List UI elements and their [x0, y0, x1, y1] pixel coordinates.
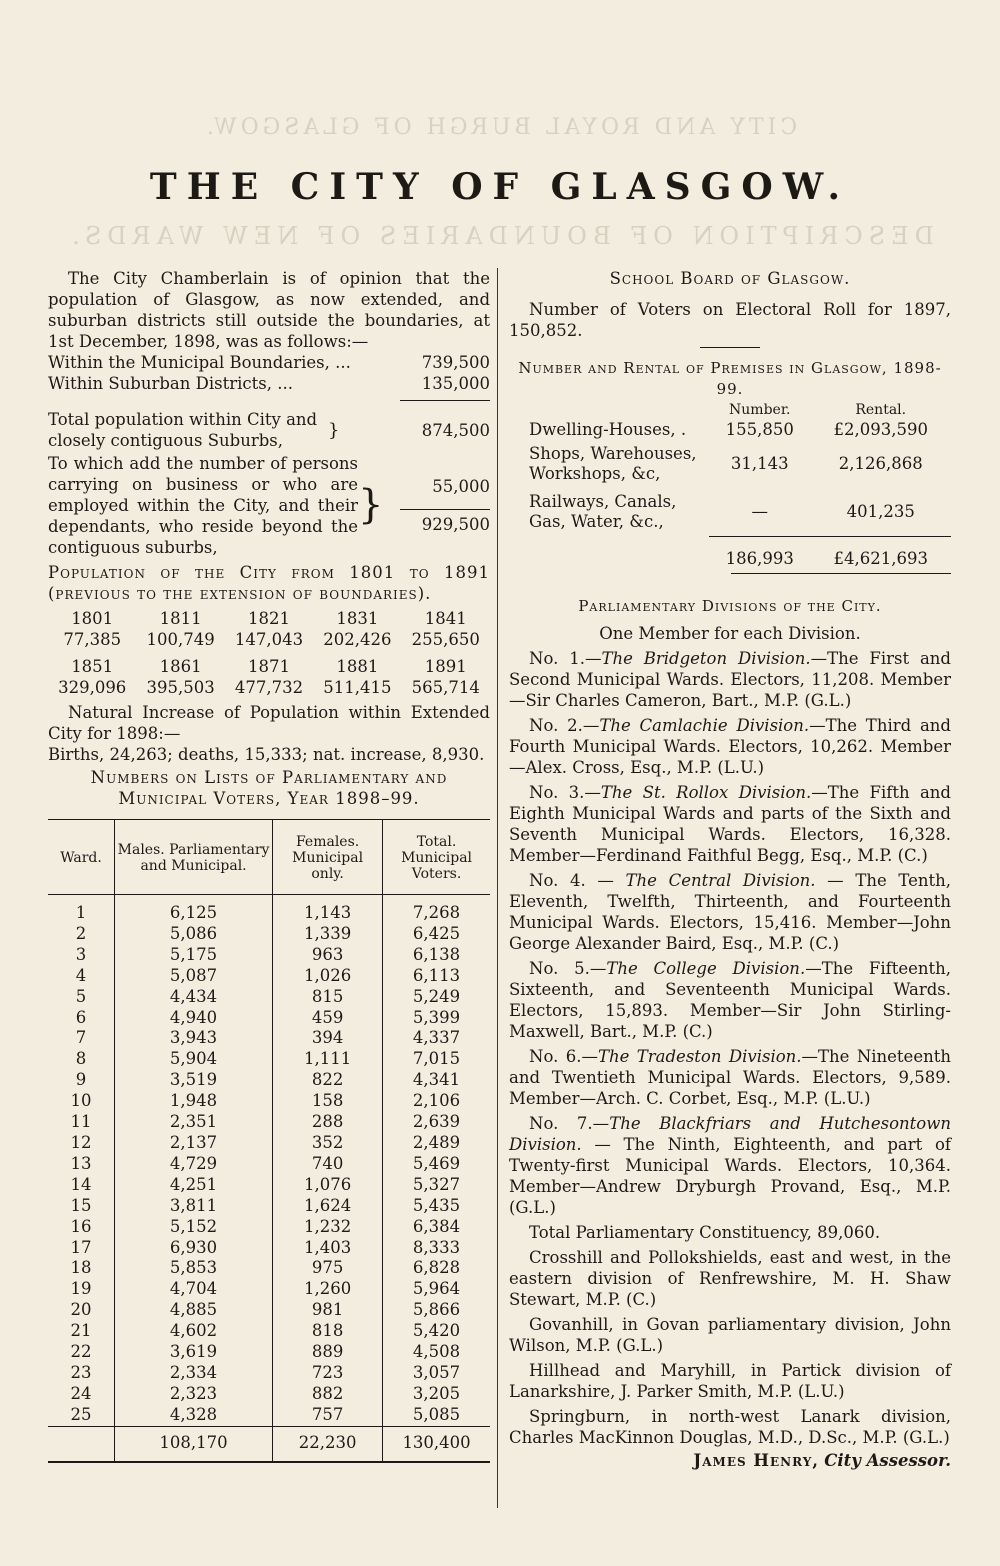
- females-cell: 1,026: [273, 966, 383, 987]
- signature-name: James Henry,: [693, 1450, 819, 1470]
- total-voters: 130,400: [383, 1426, 490, 1462]
- table-row: [48, 945, 490, 966]
- pop-row-municipal: [48, 352, 490, 373]
- total-cell: 5,399: [383, 1008, 490, 1029]
- extra-para-springburn: Springburn, in north-west Lanark division, Charles MacKinnon Douglas, M.D., D.Sc., M.P. (G.L.): [509, 1406, 951, 1447]
- males-cell: 1,948: [115, 1091, 273, 1112]
- premises-total-row: [509, 536, 951, 569]
- pop-cell: 329,096: [58, 678, 127, 697]
- males-cell: 5,087: [115, 966, 273, 987]
- pop-history-years-2: [48, 656, 490, 677]
- total-contiguous-row: [48, 409, 490, 451]
- bleed-through-subheader: DESCRIPTION OF BOUNDARIES OF NEW WARDS.: [66, 222, 934, 250]
- division-name: The Blackfriars and Hutchesontown Division.: [509, 1113, 951, 1154]
- total-cell: 6,113: [383, 966, 490, 987]
- ward-cell: 19: [70, 1279, 92, 1299]
- ward-cell: 17: [70, 1237, 92, 1257]
- division-paragraph: [509, 648, 951, 711]
- total-cell: 2,639: [383, 1112, 490, 1133]
- females-cell: 1,076: [273, 1175, 383, 1196]
- division-paragraph: [509, 1046, 951, 1109]
- table-row: [48, 1321, 490, 1342]
- division-number: No. 5.—: [529, 958, 607, 978]
- table-row: [48, 1363, 490, 1384]
- ward-cell: 4: [75, 965, 87, 985]
- header-total: Total. Municipal Voters.: [383, 820, 490, 895]
- table-row: [48, 1008, 490, 1029]
- premises-header-rental: Rental.: [855, 402, 907, 418]
- table-row: [48, 1300, 490, 1321]
- table-header-row: [48, 820, 490, 895]
- females-cell: 963: [273, 945, 383, 966]
- births-line: Births, 24,263; deaths, 15,333; nat. increase, 8,930.: [48, 745, 485, 764]
- males-cell: 4,729: [115, 1154, 273, 1175]
- premises-label: Shops, Warehouses, Workshops, &c,: [529, 444, 697, 483]
- males-cell: 4,602: [115, 1321, 273, 1342]
- left-column: [48, 268, 490, 1463]
- total-cell: 6,384: [383, 1217, 490, 1238]
- division-paragraph: [509, 958, 951, 1042]
- ward-cell: 9: [75, 1070, 87, 1090]
- premises-total-blank: [509, 536, 709, 569]
- table-row: [48, 1238, 490, 1259]
- add-persons-value: 55,000: [432, 477, 490, 496]
- pop-row-label: Within Suburban Districts, ...: [48, 374, 293, 393]
- header-ward: Ward.: [48, 820, 115, 895]
- total-cell: 4,508: [383, 1342, 490, 1363]
- year-cell: 1851: [71, 657, 114, 676]
- males-cell: 4,434: [115, 987, 273, 1008]
- premises-total-rental: £4,621,693: [810, 536, 951, 569]
- males-cell: 3,519: [115, 1070, 273, 1091]
- header-males: Males. Parliamentary and Municipal.: [115, 820, 273, 895]
- males-cell: 3,943: [115, 1028, 273, 1049]
- ward-cell: 22: [70, 1342, 92, 1362]
- column-divider: [497, 268, 498, 1508]
- males-cell: 2,351: [115, 1112, 273, 1133]
- ward-cell: 2: [75, 923, 87, 943]
- pop-row-suburban: [48, 373, 490, 394]
- total-ward: [48, 1426, 115, 1462]
- table-row: [48, 1405, 490, 1426]
- premises-label: Dwelling-Houses, .: [529, 420, 687, 439]
- sum-rule: [400, 509, 490, 510]
- total-cell: 4,341: [383, 1070, 490, 1091]
- total-cell: 3,057: [383, 1363, 490, 1384]
- males-cell: 2,137: [115, 1133, 273, 1154]
- division-number: No. 4. —: [529, 870, 626, 890]
- pop-cell: 202,426: [323, 630, 392, 649]
- year-cell: 1841: [424, 609, 467, 628]
- premises-header-blank: [509, 400, 709, 420]
- division-text: —The Third and Fourth Municipal Wards. Electors, 10,262. Member—Alex. Cross, Esq., M.P. (L.U.): [509, 715, 951, 777]
- males-cell: 3,619: [115, 1342, 273, 1363]
- males-cell: 4,885: [115, 1300, 273, 1321]
- premises-rental: £2,093,590: [833, 420, 928, 439]
- ward-voters-table: [48, 819, 490, 1463]
- females-cell: 1,624: [273, 1196, 383, 1217]
- brace-icon: }: [358, 482, 384, 528]
- ward-cell: 10: [70, 1091, 92, 1111]
- pop-cell: 100,749: [146, 630, 215, 649]
- table-row: [48, 1196, 490, 1217]
- males-cell: 4,940: [115, 1008, 273, 1029]
- total-contiguous-value: 874,500: [421, 420, 490, 440]
- total-cell: 4,337: [383, 1028, 490, 1049]
- ward-cell: 24: [70, 1383, 92, 1403]
- females-cell: 815: [273, 987, 383, 1008]
- males-cell: 4,704: [115, 1279, 273, 1300]
- pop-row-value: 739,500: [421, 353, 490, 372]
- division-number: No. 7.—: [529, 1113, 610, 1133]
- females-cell: 981: [273, 1300, 383, 1321]
- males-cell: 3,811: [115, 1196, 273, 1217]
- table-row: [48, 924, 490, 945]
- premises-row: [509, 420, 951, 440]
- males-cell: 6,930: [115, 1238, 273, 1259]
- females-cell: 1,232: [273, 1217, 383, 1238]
- division-text: — The Tenth, Eleventh, Twelfth, Thirteenth, and Fourteenth Municipal Wards. Electors, 15,416. Member—John George Alexander Baird, Esq., M.P. (C.): [509, 870, 951, 953]
- females-cell: 740: [273, 1154, 383, 1175]
- premises-rental: 2,126,868: [838, 454, 923, 473]
- header-females: Females. Municipal only.: [273, 820, 383, 895]
- divisions-heading: Parliamentary Divisions of the City.: [578, 596, 882, 615]
- ward-cell: 14: [70, 1174, 92, 1194]
- ward-cell: 1: [75, 903, 87, 922]
- total-cell: 6,138: [383, 945, 490, 966]
- division-paragraph: [509, 782, 951, 866]
- extra-para-govanhill: Govanhill, in Govan parliamentary division, John Wilson, M.P. (G.L.): [509, 1314, 951, 1355]
- signature-title: City Assessor.: [824, 1450, 951, 1470]
- division-name: The Central Division.: [625, 870, 816, 890]
- total-cell: 5,420: [383, 1321, 490, 1342]
- females-cell: 394: [273, 1028, 383, 1049]
- table-row: [48, 1028, 490, 1049]
- premises-row: [509, 440, 951, 488]
- total-cell: 5,249: [383, 987, 490, 1008]
- pop-history-values-2: [48, 677, 490, 698]
- ward-cell: 20: [70, 1300, 92, 1320]
- males-cell: 5,904: [115, 1049, 273, 1070]
- division-text: —The Fifth and Eighth Municipal Wards and parts of the Sixth and Seventh Municipal Wards. Electors, 16,328. Member—Ferdinand Faithful Begg, Esq., M.P. (C.): [509, 782, 951, 865]
- ward-cell: 16: [70, 1216, 92, 1236]
- bleed-through-header: CITY AND ROYAL BURGH OF GLASGOW.: [202, 115, 798, 140]
- add-persons-label: To which add the number of persons carrying on business or who are employed within the City, and their dependants, who reside beyond the contiguous suburbs,: [48, 454, 358, 557]
- ward-cell: 3: [75, 944, 87, 964]
- year-cell: 1821: [247, 609, 290, 628]
- division-number: No. 3.—: [529, 782, 601, 802]
- total-cell: 2,489: [383, 1133, 490, 1154]
- division-name: The Tradeston Division.: [597, 1046, 802, 1066]
- right-column: [509, 268, 951, 1471]
- males-cell: 5,152: [115, 1217, 273, 1238]
- intro-paragraph: The City Chamberlain is of opinion that the population of Glasgow, as now extended, and suburban districts still outside the boundaries, at 1st December, 1898, was as follows:—: [48, 269, 490, 351]
- total-cell: 5,469: [383, 1154, 490, 1175]
- pop-cell: 255,650: [411, 630, 480, 649]
- total-females: 22,230: [273, 1426, 383, 1462]
- division-number: No. 2.—: [529, 715, 600, 735]
- pop-cell: 565,714: [411, 678, 480, 697]
- year-cell: 1861: [159, 657, 202, 676]
- females-cell: 1,111: [273, 1049, 383, 1070]
- premises-heading: Number and Rental of Premises in Glasgow, 1898-99.: [518, 359, 942, 398]
- division-name: The Bridgeton Division.: [601, 648, 811, 668]
- females-cell: 757: [273, 1405, 383, 1426]
- total-cell: 6,425: [383, 924, 490, 945]
- divisions-subheading: One Member for each Division.: [599, 623, 861, 643]
- premises-number: 155,850: [725, 420, 794, 439]
- total-cell: 7,268: [383, 895, 490, 924]
- add-persons-row: [48, 453, 490, 558]
- males-cell: 2,334: [115, 1363, 273, 1384]
- year-cell: 1891: [424, 657, 467, 676]
- females-cell: 1,260: [273, 1279, 383, 1300]
- total-underline: [731, 573, 951, 574]
- table-row: [48, 1384, 490, 1405]
- premises-row: [509, 488, 951, 536]
- females-cell: 288: [273, 1112, 383, 1133]
- table-row: [48, 1091, 490, 1112]
- total-males: 108,170: [115, 1426, 273, 1462]
- females-cell: 1,143: [273, 895, 383, 924]
- table-row: [48, 1112, 490, 1133]
- total-cell: 7,015: [383, 1049, 490, 1070]
- division-number: No. 6.—: [529, 1046, 598, 1066]
- extra-para-hillhead: Hillhead and Maryhill, in Partick division of Lanarkshire, J. Parker Smith, M.P. (L.U.): [509, 1360, 951, 1401]
- table-row: [48, 1049, 490, 1070]
- premises-total-number: 186,993: [709, 536, 810, 569]
- table-row: [48, 1154, 490, 1175]
- total-cell: 5,085: [383, 1405, 490, 1426]
- total-cell: 3,205: [383, 1384, 490, 1405]
- pop-cell: 147,043: [234, 630, 304, 649]
- division-text: —The Fifteenth, Sixteenth, and Seventeenth Municipal Wards. Electors, 15,893. Member—Sir John Stirling-Maxwell, Bart., M.P. (C.): [509, 958, 951, 1041]
- add-persons-total: 929,500: [421, 515, 490, 534]
- extra-para-crosshill: Crosshill and Pollokshields, east and west, in the eastern division of Renfrewshire, M. H. Shaw Stewart, M.P. (C.): [509, 1247, 951, 1309]
- females-cell: 818: [273, 1321, 383, 1342]
- premises-header-row: [509, 400, 951, 420]
- males-cell: 6,125: [115, 895, 273, 924]
- table-row: [48, 1217, 490, 1238]
- total-cell: 5,964: [383, 1279, 490, 1300]
- ward-cell: 8: [75, 1049, 87, 1069]
- year-cell: 1801: [71, 609, 114, 628]
- total-cell: 2,106: [383, 1091, 490, 1112]
- signature: [509, 1450, 951, 1471]
- pop-cell: 77,385: [63, 630, 122, 649]
- females-cell: 1,339: [273, 924, 383, 945]
- females-cell: 352: [273, 1133, 383, 1154]
- table-row: [48, 1070, 490, 1091]
- year-cell: 1871: [247, 657, 290, 676]
- females-cell: 459: [273, 1008, 383, 1029]
- division-number: No. 1.—: [529, 648, 602, 668]
- sum-rule: [400, 400, 490, 401]
- males-cell: 5,853: [115, 1258, 273, 1279]
- division-name: The College Division.: [606, 958, 806, 978]
- add-persons-values: [383, 476, 490, 535]
- total-constituency: Total Parliamentary Constituency, 89,060.: [529, 1222, 881, 1242]
- year-cell: 1811: [159, 609, 202, 628]
- brace-icon: }: [328, 419, 340, 441]
- females-cell: 882: [273, 1384, 383, 1405]
- division-paragraph: [509, 870, 951, 954]
- pop-history-years-1: [48, 608, 490, 629]
- total-cell: 5,866: [383, 1300, 490, 1321]
- females-cell: 1,403: [273, 1238, 383, 1259]
- table-row: [48, 1133, 490, 1154]
- females-cell: 975: [273, 1258, 383, 1279]
- ward-cell: 21: [70, 1321, 92, 1341]
- division-text: —The Nineteenth and Twentieth Municipal Wards. Electors, 9,589. Member—Arch. C. Corbet, Esq., M.P. (L.U.): [509, 1046, 951, 1108]
- table-total-row: [48, 1426, 490, 1462]
- males-cell: 4,251: [115, 1175, 273, 1196]
- page-title: THE CITY OF GLASGOW.: [149, 166, 851, 208]
- pop-cell: 477,732: [234, 678, 304, 697]
- division-paragraph: [509, 1113, 951, 1218]
- ward-table-body: [48, 895, 490, 1427]
- ward-cell: 6: [75, 1007, 87, 1027]
- ward-cell: 5: [75, 986, 87, 1006]
- ward-cell: 13: [70, 1153, 92, 1173]
- premises-number: 31,143: [730, 454, 789, 473]
- division-name: The Camlachie Division.: [599, 715, 810, 735]
- ward-cell: 25: [70, 1404, 92, 1424]
- pop-history-heading: Population of the City from 1801 to 1891 (previous to the extension of boundaries).: [48, 563, 490, 603]
- pop-cell: 395,503: [146, 678, 215, 697]
- females-cell: 889: [273, 1342, 383, 1363]
- premises-label: Railways, Canals, Gas, Water, &c.,: [529, 492, 677, 531]
- premises-header-number: Number.: [729, 402, 791, 418]
- females-cell: 723: [273, 1363, 383, 1384]
- total-cell: 5,435: [383, 1196, 490, 1217]
- females-cell: 158: [273, 1091, 383, 1112]
- table-row: [48, 1175, 490, 1196]
- division-text: — The Ninth, Eighteenth, and part of Twenty-first Municipal Wards. Electors, 10,364. Member—Andrew Dryburgh Provand, Esq., M.P. (G.L.): [509, 1134, 951, 1217]
- ward-cell: 11: [70, 1112, 92, 1132]
- school-board-heading: School Board of Glasgow.: [609, 269, 851, 288]
- divisions-list: [509, 648, 951, 1218]
- table-row: [48, 966, 490, 987]
- ward-cell: 12: [70, 1132, 92, 1152]
- table-row: [48, 895, 490, 924]
- table-row: [48, 987, 490, 1008]
- division-paragraph: [509, 715, 951, 778]
- year-cell: 1881: [336, 657, 379, 676]
- ward-cell: 7: [75, 1028, 87, 1048]
- premises-rental: 401,235: [846, 501, 915, 521]
- natural-increase: Natural Increase of Population within Extended City for 1898:—: [48, 703, 490, 743]
- pop-cell: 511,415: [323, 678, 392, 697]
- table-row: [48, 1279, 490, 1300]
- pop-history-values-1: [48, 629, 490, 650]
- table-row: [48, 1258, 490, 1279]
- total-contiguous-label: Total population within City and closely contiguous Suburbs,: [48, 410, 318, 450]
- year-cell: 1831: [336, 609, 379, 628]
- ward-cell: 23: [70, 1362, 92, 1382]
- voters-heading: Numbers on Lists of Parliamentary and Municipal Voters, Year 1898–99.: [90, 768, 448, 808]
- table-row: [48, 1342, 490, 1363]
- premises-number: —: [751, 501, 768, 521]
- total-cell: 8,333: [383, 1238, 490, 1259]
- females-cell: 822: [273, 1070, 383, 1091]
- males-cell: 5,086: [115, 924, 273, 945]
- ward-cell: 18: [70, 1258, 92, 1278]
- ward-cell: 15: [70, 1195, 92, 1215]
- division-name: The St. Rollox Division.: [600, 782, 812, 802]
- pop-row-label: Within the Municipal Boundaries, ...: [48, 353, 351, 372]
- males-cell: 2,323: [115, 1384, 273, 1405]
- total-cell: 6,828: [383, 1258, 490, 1279]
- section-divider: [700, 347, 760, 348]
- premises-table: [509, 400, 951, 569]
- total-cell: 5,327: [383, 1175, 490, 1196]
- division-text: —The First and Second Municipal Wards. Electors, 11,208. Member—Sir Charles Cameron, Bart., M.P. (G.L.): [509, 648, 951, 710]
- pop-row-value: 135,000: [421, 374, 490, 393]
- males-cell: 4,328: [115, 1405, 273, 1426]
- males-cell: 5,175: [115, 945, 273, 966]
- school-board-text: Number of Voters on Electoral Roll for 1897, 150,852.: [509, 300, 951, 340]
